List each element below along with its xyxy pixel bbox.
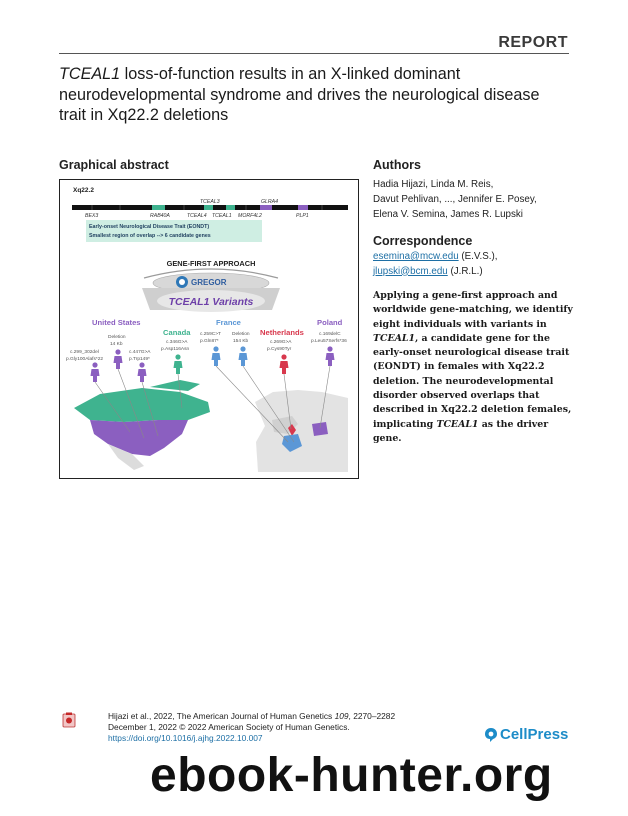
variant-label: c.169delC — [319, 332, 341, 337]
cellpress-icon — [484, 727, 498, 743]
article-title — [59, 64, 569, 126]
person-icon — [280, 354, 289, 374]
country-label-canada: Canada — [163, 328, 191, 337]
variant-label: 154 Kb — [233, 339, 249, 344]
email-initials: (E.V.S.), — [458, 251, 498, 262]
variant-label: c.346G>A — [166, 340, 188, 345]
country-label-us: United States — [92, 318, 141, 327]
variants-label: TCEAL1 Variants — [168, 296, 254, 308]
summary-gene: TCEAL1 — [373, 332, 415, 344]
variant-label: p.Leu57Serfs*36 — [311, 339, 347, 344]
gene-label: TCEAL3 — [200, 199, 220, 205]
title-gene: TCEAL1 — [59, 65, 121, 83]
citation-pages: , 2270–2282 — [348, 711, 396, 721]
summary-text: as the driver gene. — [373, 418, 549, 444]
variant-label: 14 Kb — [110, 342, 123, 347]
correspondence-list — [373, 250, 497, 279]
gene-label: MORF4L2 — [238, 213, 262, 219]
gene-label: TCEAL4 — [187, 213, 207, 219]
map-canada — [74, 388, 210, 422]
eondt-title: Early-onset Neurological Disease Trait (EONDT) — [89, 224, 210, 230]
variant-label: c.269G>A — [270, 340, 292, 345]
correspondence-heading: Correspondence — [373, 234, 473, 248]
summary-text: Applying a gene-first approach and worldwide gene-matching, we identify eight individuals with variants in — [373, 290, 573, 330]
gene-label: GLRA4 — [261, 199, 279, 205]
person-icon — [239, 346, 248, 366]
region-label: Xq22.2 — [73, 187, 94, 194]
variant-label: c.299_302del — [70, 350, 99, 355]
journal-icon — [62, 712, 76, 728]
variant-label: p.Cys90Tyr — [267, 347, 292, 352]
variant-label: c.259C>T — [200, 332, 221, 337]
graphical-abstract-figure — [59, 179, 359, 479]
gene-block — [260, 205, 272, 210]
variant-label: p.Gln87* — [200, 339, 219, 344]
citation — [108, 711, 448, 744]
doi-link[interactable]: https://doi.org/10.1016/j.ajhg.2022.10.007 — [108, 733, 263, 743]
gene-block — [226, 205, 235, 210]
cellpress-logo — [484, 726, 568, 746]
country-label-france: France — [216, 318, 241, 327]
section-label: REPORT — [498, 34, 568, 51]
email-link[interactable]: jlupski@bcm.edu — [373, 265, 448, 277]
gregor-label: GREGOR — [191, 278, 227, 287]
title-text: loss-of-function results in an X-linked dominant neurodevelopmental syndrome and drives the neurological disease trait in Xq22.2 deletions — [59, 65, 540, 124]
header-rule — [59, 53, 569, 54]
author-line: Davut Pehlivan, ..., Jennifer E. Posey, — [373, 194, 537, 205]
citation-volume: 109 — [334, 711, 349, 721]
person-icon — [212, 346, 221, 366]
map-poland — [312, 422, 328, 436]
citation-text: Hijazi et al., 2022, The American Journal of Human Genetics — [108, 711, 335, 721]
variant-label: Deletion — [108, 335, 126, 340]
approach-label: GENE-FIRST APPROACH — [166, 259, 256, 268]
summary-gene: TCEAL1 — [436, 418, 479, 430]
summary-text: , a candidate gene for the early-onset neurological disease trait (EONDT) in females with Xq22.2 deletion. The neurodevelopmental disorder observed overlaps that described in Xq22.2 deletion females, implicating — [373, 332, 572, 430]
variant-label: p.Trp149* — [129, 357, 150, 362]
person-icon — [174, 354, 183, 374]
map-europe — [255, 390, 348, 472]
in-brief-summary — [373, 289, 573, 446]
authors-heading: Authors — [373, 158, 421, 172]
email-initials: (J.R.L.) — [447, 265, 483, 277]
author-line: Elena V. Semina, James R. Lupski — [373, 209, 523, 220]
variant-label: Deletion — [232, 332, 250, 337]
gene-block — [204, 205, 213, 210]
person-icon — [326, 346, 335, 366]
gene-label: PLP1 — [296, 213, 309, 219]
gene-label: TCEAL1 — [212, 213, 232, 219]
gene-label: RAB40A — [150, 213, 170, 219]
graphical-abstract-heading: Graphical abstract — [59, 158, 169, 172]
author-list — [373, 177, 583, 222]
variant-label: c.447G>A — [129, 350, 151, 355]
person-icon — [114, 349, 123, 369]
variant-label: p.Gly100Alafs*22 — [66, 357, 104, 362]
watermark: ebook-hunter.org — [150, 749, 553, 802]
publisher-name: CellPress — [500, 726, 569, 743]
author-line: Hadia Hijazi, Linda M. Reis, — [373, 179, 494, 190]
country-label-netherlands: Netherlands — [260, 328, 304, 337]
citation-date: December 1, 2022 © 2022 American Society of Human Genetics. — [108, 722, 350, 732]
gene-block — [298, 205, 308, 210]
gene-block — [152, 205, 165, 210]
person-icon — [138, 362, 147, 382]
person-icon — [91, 362, 100, 382]
email-link[interactable]: esemina@mcw.edu — [373, 251, 459, 262]
variant-label: p.Asp116Asn — [161, 347, 190, 352]
country-label-poland: Poland — [317, 318, 343, 327]
eondt-subtitle: Smallest region of overlap --> 6 candidate genes — [89, 233, 211, 239]
gene-label: BEX3 — [85, 213, 99, 219]
